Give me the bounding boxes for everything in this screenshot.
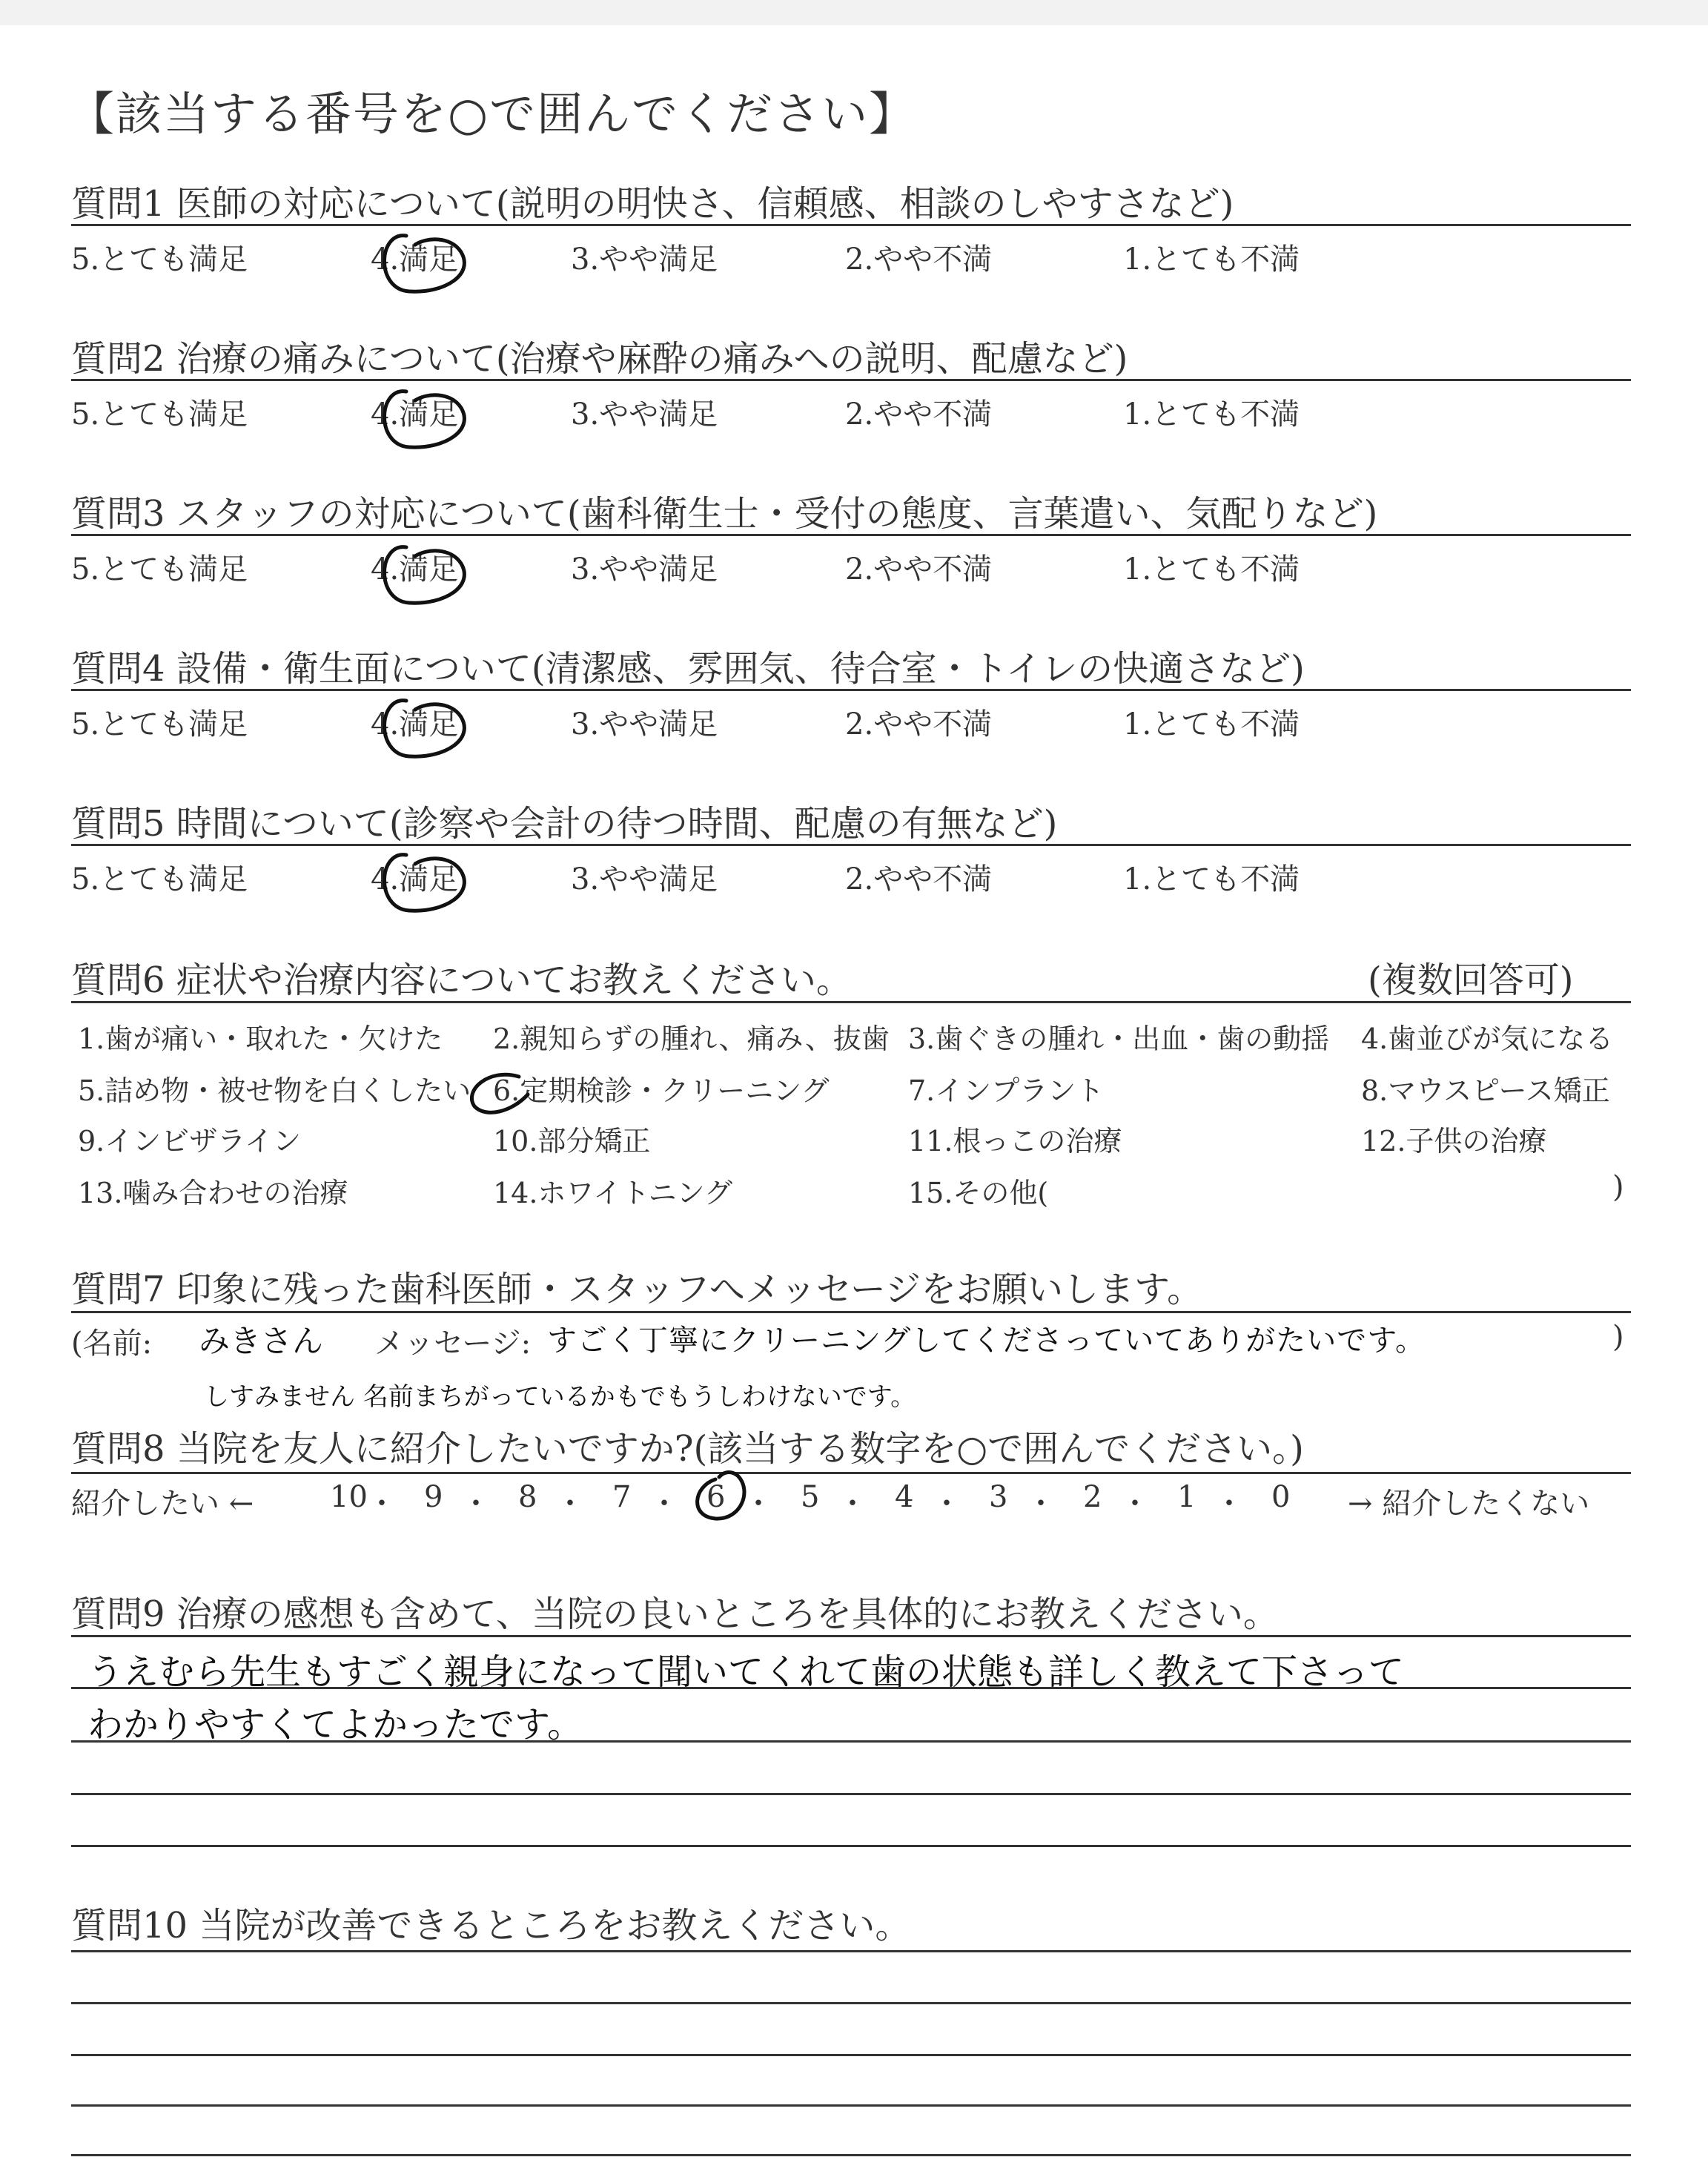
q6-item-8[interactable]: 8.マウスピース矯正 (1361, 1074, 1610, 1107)
q6-item-4[interactable]: 4.歯並びが気になる (1361, 1023, 1614, 1055)
q8-score-9[interactable]: 9 (424, 1480, 443, 1514)
q8-separator: ・ (932, 1487, 961, 1521)
q8-separator: ・ (367, 1487, 397, 1521)
q1-title: 質問1 医師の対応について(説明の明快さ、信頼感、相談のしやすさなど) (71, 183, 1234, 225)
q6-item-2[interactable]: 2.親知らずの腫れ、痛み、抜歯 (493, 1023, 890, 1055)
q3-title: 質問3 スタッフの対応について(歯科衛生士・受付の態度、言葉遣い、気配りなど) (71, 493, 1378, 535)
q3-option-5[interactable]: 5.とても満足 (71, 552, 248, 587)
q3-option-2[interactable]: 2.やや不満 (845, 552, 993, 587)
q5-option-4[interactable]: 4.満足 (371, 862, 459, 896)
q3-option-4[interactable]: 4.満足 (371, 552, 459, 587)
q9-answer-line2: わかりやすくてよかったです。 (87, 1704, 583, 1745)
q9-answer-line1: うえむら先生もすごく親身になって聞いてくれて歯の状態も詳しく教えて下さって (87, 1651, 1405, 1693)
q7-message-line1: すごく丁寧にクリーニングしてくださっていてありがたいです。 (547, 1324, 1426, 1358)
q1-option-1[interactable]: 1.とても不満 (1123, 242, 1300, 277)
q9-title: 質問9 治療の感想も含めて、当院の良いところを具体的にお教えください。 (71, 1593, 1279, 1635)
q5-option-2[interactable]: 2.やや不満 (845, 862, 993, 896)
page-title: 【該当する番号を○で囲んでください】 (68, 87, 917, 141)
q8-score-10[interactable]: 10 (330, 1480, 368, 1514)
q8-separator: ・ (649, 1487, 679, 1521)
q6-item-15[interactable]: 15.その他( (908, 1177, 1049, 1209)
q8-separator: ・ (838, 1487, 867, 1521)
q8-separator: ・ (744, 1487, 773, 1521)
q5-option-1[interactable]: 1.とても不満 (1123, 862, 1300, 896)
q4-option-3[interactable]: 3.やや満足 (571, 707, 718, 742)
q6-title: 質問6 症状や治療内容についてお教えください。 (71, 960, 852, 1001)
q8-score-0[interactable]: 0 (1271, 1480, 1291, 1514)
q8-selection-circle (698, 1473, 744, 1519)
q4-selection-circle (385, 701, 465, 757)
q8-score-3[interactable]: 3 (989, 1480, 1008, 1514)
q8-score-5[interactable]: 5 (801, 1480, 820, 1514)
q4-option-1[interactable]: 1.とても不満 (1123, 707, 1300, 742)
q2-title: 質問2 治療の痛みについて(治療や麻酔の痛みへの説明、配慮など) (71, 338, 1128, 380)
q2-option-3[interactable]: 3.やや満足 (571, 397, 718, 432)
q8-right-label: → 紹介したくない (1348, 1487, 1590, 1521)
q2-option-4[interactable]: 4.満足 (371, 397, 459, 432)
q6-item-1[interactable]: 1.歯が痛い・取れた・欠けた (78, 1023, 443, 1055)
q4-option-4[interactable]: 4.満足 (371, 707, 459, 742)
q6-item-5[interactable]: 5.詰め物・被せ物を白くしたい (78, 1074, 471, 1107)
q7-message-label: メッセージ: (374, 1327, 532, 1361)
q4-option-5[interactable]: 5.とても満足 (71, 707, 248, 742)
q8-separator: ・ (555, 1487, 585, 1521)
q8-separator: ・ (1026, 1487, 1056, 1521)
q8-score-4[interactable]: 4 (895, 1480, 914, 1514)
q1-option-3[interactable]: 3.やや満足 (571, 242, 718, 277)
q3-option-1[interactable]: 1.とても不満 (1123, 552, 1300, 587)
q8-title: 質問8 当院を友人に紹介したいですか?(該当する数字を○で囲んでください。) (71, 1428, 1304, 1470)
q10-title: 質問10 当院が改善できるところをお教えください。 (71, 1905, 911, 1946)
q8-left-label: 紹介したい ← (71, 1487, 254, 1521)
q8-separator: ・ (1120, 1487, 1150, 1521)
q6-note: (複数回答可) (1368, 960, 1574, 1001)
q6-item-6[interactable]: 6.定期検診・クリーニング (493, 1074, 830, 1107)
q6-item-9[interactable]: 9.インビザライン (78, 1125, 302, 1157)
q5-option-3[interactable]: 3.やや満足 (571, 862, 718, 896)
q1-option-4[interactable]: 4.満足 (371, 242, 459, 277)
q4-title: 質問4 設備・衛生面について(清潔感、雰囲気、待合室・トイレの快適さなど) (71, 648, 1305, 690)
q3-selection-circle (385, 547, 465, 604)
q8-separator: ・ (1214, 1487, 1244, 1521)
q3-option-3[interactable]: 3.やや満足 (571, 552, 718, 587)
q6-item-13[interactable]: 13.噛み合わせの治療 (78, 1177, 348, 1209)
q5-title: 質問5 時間について(診察や会計の待つ時間、配慮の有無など) (71, 803, 1058, 845)
q6-item-14[interactable]: 14.ホワイトニング (493, 1177, 733, 1209)
q8-score-8[interactable]: 8 (518, 1480, 537, 1514)
q6-selection-circle (471, 1074, 528, 1112)
q6-other-close-paren: ) (1612, 1170, 1624, 1204)
q8-separator: ・ (461, 1487, 491, 1521)
q6-item-12[interactable]: 12.子供の治療 (1361, 1125, 1547, 1157)
q8-score-6[interactable]: 6 (706, 1480, 726, 1514)
q7-name-label: (名前: (71, 1327, 153, 1361)
q1-option-2[interactable]: 2.やや不満 (845, 242, 993, 277)
q7-title: 質問7 印象に残った歯科医師・スタッフへメッセージをお願いします。 (71, 1269, 1203, 1310)
q8-score-2[interactable]: 2 (1083, 1480, 1102, 1514)
q8-score-1[interactable]: 1 (1177, 1480, 1196, 1514)
q1-selection-circle (385, 236, 465, 292)
q6-item-11[interactable]: 11.根っこの治療 (908, 1125, 1122, 1157)
q6-item-7[interactable]: 7.インプラント (908, 1074, 1105, 1107)
q7-message-line2: しすみません 名前まちがっているかもでもうしわけないです。 (204, 1382, 916, 1412)
q5-option-5[interactable]: 5.とても満足 (71, 862, 248, 896)
q2-option-5[interactable]: 5.とても満足 (71, 397, 248, 432)
q2-option-1[interactable]: 1.とても不満 (1123, 397, 1300, 432)
q2-selection-circle (385, 392, 465, 448)
q6-item-10[interactable]: 10.部分矯正 (493, 1125, 651, 1157)
q8-score-7[interactable]: 7 (612, 1480, 632, 1514)
q7-name-value: みきさん (199, 1323, 324, 1359)
q6-item-3[interactable]: 3.歯ぐきの腫れ・出血・歯の動揺 (908, 1023, 1330, 1055)
q1-option-5[interactable]: 5.とても満足 (71, 242, 248, 277)
q5-selection-circle (385, 855, 465, 911)
q7-close-paren: ) (1612, 1320, 1624, 1354)
q2-option-2[interactable]: 2.やや不満 (845, 397, 993, 432)
q4-option-2[interactable]: 2.やや不満 (845, 707, 993, 742)
